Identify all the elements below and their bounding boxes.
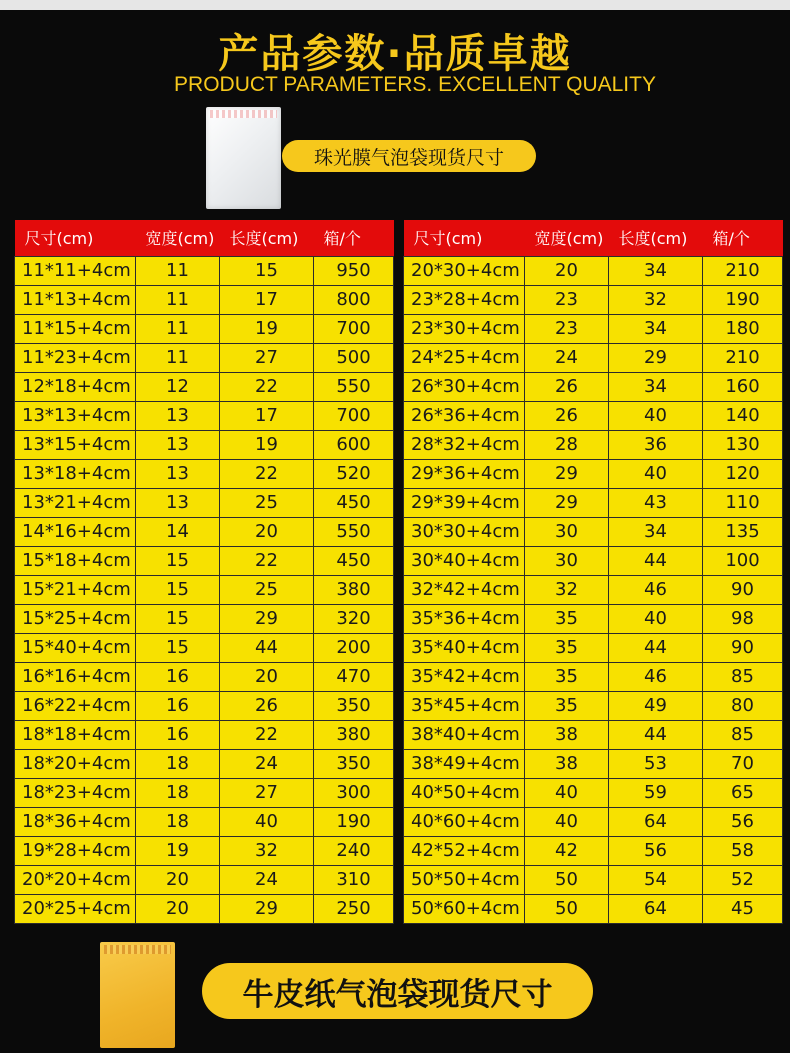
cell-size: 29*39+4cm: [404, 488, 525, 517]
cell-qty: 310: [314, 865, 394, 894]
table-row: [404, 633, 783, 662]
cell-length: 44: [609, 720, 703, 749]
cell-width: 29: [525, 488, 609, 517]
cell-length: 19: [220, 314, 314, 343]
cell-qty: 160: [703, 372, 783, 401]
table-row: [15, 546, 394, 575]
table-row: [15, 633, 394, 662]
cell-width: 35: [525, 691, 609, 720]
cell-qty: 300: [314, 778, 394, 807]
cell-length: 54: [609, 865, 703, 894]
cell-width: 13: [136, 459, 220, 488]
pearl-section-label: 珠光膜气泡袋现货尺寸: [282, 140, 536, 172]
table-row: [15, 430, 394, 459]
table-row: [15, 894, 394, 923]
cell-width: 38: [525, 749, 609, 778]
cell-length: 46: [609, 662, 703, 691]
cell-width: 38: [525, 720, 609, 749]
table-row: [15, 778, 394, 807]
cell-size: 13*15+4cm: [15, 430, 136, 459]
cell-size: 35*36+4cm: [404, 604, 525, 633]
cell-length: 29: [220, 894, 314, 923]
cell-length: 64: [609, 807, 703, 836]
cell-size: 11*23+4cm: [15, 343, 136, 372]
cell-length: 40: [609, 459, 703, 488]
cell-width: 16: [136, 691, 220, 720]
cell-width: 13: [136, 430, 220, 459]
page-subtitle: PRODUCT PARAMETERS. EXCELLENT QUALITY: [174, 73, 656, 96]
cell-width: 24: [525, 343, 609, 372]
table-row: [15, 256, 394, 285]
cell-width: 35: [525, 633, 609, 662]
cell-width: 28: [525, 430, 609, 459]
cell-size: 35*45+4cm: [404, 691, 525, 720]
cell-qty: 56: [703, 807, 783, 836]
cell-length: 49: [609, 691, 703, 720]
cell-qty: 65: [703, 778, 783, 807]
cell-size: 28*32+4cm: [404, 430, 525, 459]
table-row: [15, 285, 394, 314]
cell-width: 50: [525, 894, 609, 923]
cell-length: 46: [609, 575, 703, 604]
cell-width: 35: [525, 604, 609, 633]
cell-length: 34: [609, 256, 703, 285]
cell-width: 16: [136, 720, 220, 749]
cell-size: 11*15+4cm: [15, 314, 136, 343]
cell-qty: 210: [703, 256, 783, 285]
cell-qty: 520: [314, 459, 394, 488]
table-row: [404, 372, 783, 401]
cell-size: 30*40+4cm: [404, 546, 525, 575]
cell-length: 40: [609, 401, 703, 430]
cell-size: 50*60+4cm: [404, 894, 525, 923]
cell-size: 20*20+4cm: [15, 865, 136, 894]
cell-qty: 90: [703, 575, 783, 604]
table-row: [404, 575, 783, 604]
cell-qty: 450: [314, 488, 394, 517]
table-row: [15, 517, 394, 546]
cell-width: 42: [525, 836, 609, 865]
cell-length: 17: [220, 401, 314, 430]
table-row: [15, 488, 394, 517]
cell-qty: 190: [703, 285, 783, 314]
cell-size: 18*36+4cm: [15, 807, 136, 836]
cell-qty: 210: [703, 343, 783, 372]
cell-length: 34: [609, 314, 703, 343]
table-row: [404, 865, 783, 894]
cell-length: 25: [220, 488, 314, 517]
cell-length: 53: [609, 749, 703, 778]
cell-size: 26*36+4cm: [404, 401, 525, 430]
kraft-bubble-bag-image: [100, 942, 175, 1048]
table-row: [15, 459, 394, 488]
cell-width: 20: [136, 894, 220, 923]
cell-qty: 110: [703, 488, 783, 517]
cell-qty: 98: [703, 604, 783, 633]
cell-qty: 350: [314, 691, 394, 720]
table-row: [404, 894, 783, 923]
column-header-size: 尺寸(cm): [404, 220, 525, 256]
cell-qty: 550: [314, 517, 394, 546]
cell-length: 19: [220, 430, 314, 459]
table-row: [404, 807, 783, 836]
cell-size: 19*28+4cm: [15, 836, 136, 865]
cell-qty: 250: [314, 894, 394, 923]
cell-length: 34: [609, 517, 703, 546]
cell-width: 29: [525, 459, 609, 488]
cell-length: 24: [220, 749, 314, 778]
table-row: [15, 575, 394, 604]
cell-length: 44: [609, 633, 703, 662]
table-row: [404, 836, 783, 865]
cell-size: 13*18+4cm: [15, 459, 136, 488]
cell-length: 43: [609, 488, 703, 517]
cell-qty: 135: [703, 517, 783, 546]
cell-qty: 600: [314, 430, 394, 459]
cell-length: 56: [609, 836, 703, 865]
cell-width: 18: [136, 749, 220, 778]
table-row: [15, 865, 394, 894]
cell-qty: 380: [314, 575, 394, 604]
cell-width: 12: [136, 372, 220, 401]
cell-size: 38*49+4cm: [404, 749, 525, 778]
cell-size: 23*28+4cm: [404, 285, 525, 314]
cell-length: 27: [220, 343, 314, 372]
cell-width: 40: [525, 807, 609, 836]
cell-length: 20: [220, 517, 314, 546]
table-row: [15, 836, 394, 865]
cell-width: 11: [136, 285, 220, 314]
cell-width: 23: [525, 285, 609, 314]
table-row: [404, 720, 783, 749]
cell-qty: 500: [314, 343, 394, 372]
table-row: [15, 749, 394, 778]
cell-width: 40: [525, 778, 609, 807]
table-row: [404, 546, 783, 575]
cell-width: 20: [525, 256, 609, 285]
cell-size: 16*22+4cm: [15, 691, 136, 720]
table-header-row: [15, 220, 394, 256]
table-row: [404, 517, 783, 546]
cell-size: 20*30+4cm: [404, 256, 525, 285]
cell-width: 14: [136, 517, 220, 546]
column-header-length: 长度(cm): [220, 220, 314, 256]
table-row: [404, 401, 783, 430]
column-header-qty: 箱/个: [314, 220, 394, 256]
column-header-width: 宽度(cm): [525, 220, 609, 256]
cell-length: 59: [609, 778, 703, 807]
cell-width: 18: [136, 778, 220, 807]
table-row: [404, 749, 783, 778]
cell-width: 11: [136, 256, 220, 285]
cell-qty: 85: [703, 720, 783, 749]
cell-length: 44: [609, 546, 703, 575]
cell-size: 13*21+4cm: [15, 488, 136, 517]
cell-size: 18*23+4cm: [15, 778, 136, 807]
cell-qty: 800: [314, 285, 394, 314]
cell-size: 32*42+4cm: [404, 575, 525, 604]
cell-length: 15: [220, 256, 314, 285]
cell-size: 40*50+4cm: [404, 778, 525, 807]
cell-qty: 140: [703, 401, 783, 430]
cell-qty: 180: [703, 314, 783, 343]
cell-size: 18*18+4cm: [15, 720, 136, 749]
table-row: [15, 604, 394, 633]
table-row: [404, 662, 783, 691]
cell-length: 40: [609, 604, 703, 633]
table-row: [404, 285, 783, 314]
size-table-right: [403, 220, 783, 924]
cell-qty: 85: [703, 662, 783, 691]
cell-qty: 190: [314, 807, 394, 836]
cell-length: 29: [609, 343, 703, 372]
cell-size: 12*18+4cm: [15, 372, 136, 401]
column-header-qty: 箱/个: [703, 220, 783, 256]
cell-size: 13*13+4cm: [15, 401, 136, 430]
cell-size: 14*16+4cm: [15, 517, 136, 546]
table-row: [15, 691, 394, 720]
table-row: [404, 691, 783, 720]
table-row: [15, 401, 394, 430]
table-row: [404, 488, 783, 517]
cell-size: 15*18+4cm: [15, 546, 136, 575]
cell-width: 13: [136, 401, 220, 430]
cell-width: 35: [525, 662, 609, 691]
cell-qty: 320: [314, 604, 394, 633]
table-row: [15, 662, 394, 691]
size-table-left: [14, 220, 394, 924]
cell-qty: 700: [314, 401, 394, 430]
cell-qty: 45: [703, 894, 783, 923]
cell-length: 32: [609, 285, 703, 314]
cell-size: 35*40+4cm: [404, 633, 525, 662]
cell-size: 50*50+4cm: [404, 865, 525, 894]
cell-width: 30: [525, 517, 609, 546]
cell-qty: 200: [314, 633, 394, 662]
table-row: [404, 604, 783, 633]
cell-width: 13: [136, 488, 220, 517]
table-row: [404, 430, 783, 459]
cell-width: 18: [136, 807, 220, 836]
cell-size: 30*30+4cm: [404, 517, 525, 546]
cell-length: 36: [609, 430, 703, 459]
cell-length: 17: [220, 285, 314, 314]
cell-size: 11*11+4cm: [15, 256, 136, 285]
column-header-length: 长度(cm): [609, 220, 703, 256]
cell-size: 11*13+4cm: [15, 285, 136, 314]
cell-size: 35*42+4cm: [404, 662, 525, 691]
cell-length: 20: [220, 662, 314, 691]
table-row: [15, 343, 394, 372]
cell-width: 15: [136, 633, 220, 662]
pearl-bubble-bag-image: [206, 107, 281, 209]
cell-qty: 240: [314, 836, 394, 865]
cell-size: 15*21+4cm: [15, 575, 136, 604]
cell-width: 20: [136, 865, 220, 894]
cell-width: 23: [525, 314, 609, 343]
table-row: [404, 314, 783, 343]
cell-size: 38*40+4cm: [404, 720, 525, 749]
column-header-width: 宽度(cm): [136, 220, 220, 256]
cell-qty: 52: [703, 865, 783, 894]
cell-width: 50: [525, 865, 609, 894]
column-header-size: 尺寸(cm): [15, 220, 136, 256]
cell-qty: 58: [703, 836, 783, 865]
cell-size: 16*16+4cm: [15, 662, 136, 691]
cell-width: 26: [525, 372, 609, 401]
cell-qty: 380: [314, 720, 394, 749]
cell-width: 32: [525, 575, 609, 604]
cell-length: 22: [220, 459, 314, 488]
cell-qty: 350: [314, 749, 394, 778]
cell-qty: 70: [703, 749, 783, 778]
cell-size: 24*25+4cm: [404, 343, 525, 372]
cell-qty: 130: [703, 430, 783, 459]
cell-size: 15*40+4cm: [15, 633, 136, 662]
table-header-row: [404, 220, 783, 256]
cell-size: 42*52+4cm: [404, 836, 525, 865]
cell-length: 22: [220, 546, 314, 575]
cell-width: 16: [136, 662, 220, 691]
cell-length: 22: [220, 372, 314, 401]
table-row: [404, 778, 783, 807]
cell-length: 22: [220, 720, 314, 749]
table-row: [15, 372, 394, 401]
cell-length: 27: [220, 778, 314, 807]
table-row: [15, 807, 394, 836]
cell-width: 19: [136, 836, 220, 865]
cell-length: 29: [220, 604, 314, 633]
table-row: [404, 256, 783, 285]
table-row: [404, 343, 783, 372]
cell-size: 15*25+4cm: [15, 604, 136, 633]
cell-size: 23*30+4cm: [404, 314, 525, 343]
top-divider-bar: [0, 0, 790, 10]
cell-width: 11: [136, 314, 220, 343]
cell-qty: 700: [314, 314, 394, 343]
cell-qty: 450: [314, 546, 394, 575]
cell-length: 32: [220, 836, 314, 865]
cell-size: 20*25+4cm: [15, 894, 136, 923]
cell-length: 40: [220, 807, 314, 836]
cell-length: 25: [220, 575, 314, 604]
cell-width: 15: [136, 546, 220, 575]
cell-length: 44: [220, 633, 314, 662]
cell-width: 15: [136, 575, 220, 604]
cell-size: 26*30+4cm: [404, 372, 525, 401]
cell-length: 34: [609, 372, 703, 401]
cell-qty: 550: [314, 372, 394, 401]
page-title: 产品参数·品质卓越: [218, 31, 572, 77]
cell-qty: 950: [314, 256, 394, 285]
cell-qty: 80: [703, 691, 783, 720]
cell-width: 15: [136, 604, 220, 633]
cell-qty: 120: [703, 459, 783, 488]
table-row: [15, 720, 394, 749]
cell-qty: 90: [703, 633, 783, 662]
cell-width: 26: [525, 401, 609, 430]
cell-qty: 100: [703, 546, 783, 575]
cell-length: 64: [609, 894, 703, 923]
cell-width: 11: [136, 343, 220, 372]
cell-size: 29*36+4cm: [404, 459, 525, 488]
cell-size: 18*20+4cm: [15, 749, 136, 778]
cell-size: 40*60+4cm: [404, 807, 525, 836]
table-row: [15, 314, 394, 343]
kraft-section-label: 牛皮纸气泡袋现货尺寸: [202, 963, 593, 1019]
cell-length: 26: [220, 691, 314, 720]
cell-width: 30: [525, 546, 609, 575]
cell-qty: 470: [314, 662, 394, 691]
cell-length: 24: [220, 865, 314, 894]
table-row: [404, 459, 783, 488]
